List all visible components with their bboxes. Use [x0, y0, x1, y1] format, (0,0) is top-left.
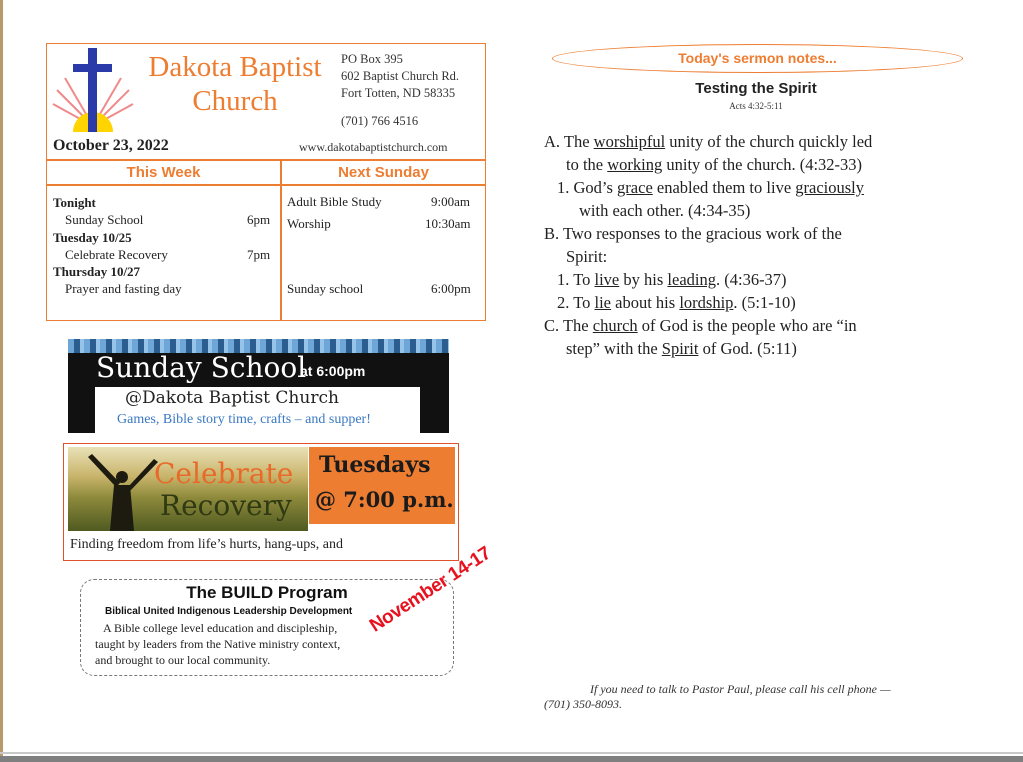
divider	[47, 184, 485, 186]
build-line: A Bible college level education and discipleship,	[103, 621, 338, 635]
sermon-reference: Acts 4:32-5:11	[729, 101, 783, 111]
note-blank: lie	[594, 293, 612, 312]
banner-time: at 6:00pm	[300, 363, 366, 379]
note-text: 1. God’s	[557, 178, 618, 197]
note-blank: lordship	[679, 293, 734, 312]
next-sunday-time: 10:30am	[425, 216, 471, 231]
note-text: 2. To	[557, 293, 595, 312]
note-blank: church	[592, 316, 638, 335]
banner-info-panel	[95, 387, 420, 433]
build-line: and brought to our local community.	[95, 653, 271, 667]
celebrate-recovery-time: @ 7:00 p.m.	[315, 487, 454, 512]
note-text: by his	[619, 270, 668, 289]
next-sunday-item: Sunday school	[287, 281, 364, 296]
page-bottom-edge-light	[0, 752, 1023, 754]
address-line: 602 Baptist Church Rd.	[341, 69, 460, 83]
note-text: . (4:36-37)	[715, 270, 787, 289]
celebrate-word: Celebrate	[154, 457, 294, 490]
build-title: The BUILD Program	[186, 583, 348, 602]
banner-subtitle: Games, Bible story time, crafts – and supper!	[117, 412, 371, 427]
sermon-point-b-cont: Spirit:	[566, 247, 608, 266]
note-blank: worshipful	[593, 132, 666, 151]
banner-title: Sunday School	[96, 351, 307, 384]
church-name-line1: Dakota Baptist	[148, 51, 322, 83]
pastor-contact-line2: (701) 350-8093.	[544, 697, 622, 711]
sermon-point-c	[544, 316, 857, 336]
sermon-point-a	[544, 132, 872, 152]
sermon-notes-header	[552, 44, 963, 73]
sermon-point-b: B. Two responses to the gracious work of the	[544, 224, 842, 243]
sermon-point-a1	[557, 178, 864, 198]
note-text: A. The	[544, 132, 594, 151]
celebrate-recovery-image	[68, 447, 308, 531]
worship-figure-icon	[74, 447, 164, 531]
divider	[47, 159, 485, 161]
next-sunday-item: Adult Bible Study	[287, 194, 382, 209]
note-text: C. The	[544, 316, 593, 335]
schedule-time: 6pm	[247, 212, 271, 227]
thursday-heading: Thursday 10/27	[53, 264, 141, 279]
next-sunday-title: Next Sunday	[338, 164, 429, 181]
note-blank: Spirit	[661, 339, 699, 358]
church-address	[341, 51, 459, 102]
note-blank: live	[594, 270, 620, 289]
schedule-item: Celebrate Recovery	[65, 247, 168, 262]
celebrate-recovery-time-panel	[309, 447, 455, 524]
note-blank: working	[607, 155, 663, 174]
note-blank: grace	[617, 178, 653, 197]
church-name-line2: Church	[192, 85, 278, 117]
schedule-item: Prayer and fasting day	[65, 281, 182, 296]
page-bottom-edge	[0, 756, 1023, 762]
build-date: November 14-17	[366, 542, 495, 637]
sermon-point-b2	[557, 293, 796, 313]
next-sunday-time: 6:00pm	[431, 281, 471, 296]
sunday-school-banner	[68, 339, 449, 433]
celebrate-recovery-box	[63, 443, 459, 561]
church-name	[135, 50, 335, 118]
build-subtitle: Biblical United Indigenous Leadership Development	[105, 606, 353, 617]
sermon-point-a-cont	[566, 155, 862, 175]
sermon-notes-label: Today's sermon notes...	[678, 50, 837, 66]
note-text: step” with the	[566, 339, 662, 358]
church-website: www.dakotabaptistchurch.com	[299, 140, 448, 154]
this-week-title: This Week	[126, 164, 201, 181]
note-blank: leading	[667, 270, 716, 289]
address-line: PO Box 395	[341, 52, 403, 66]
pastor-contact-line1: If you need to talk to Pastor Paul, please call his cell phone —	[590, 682, 891, 696]
build-line: taught by leaders from the Native ministry context,	[95, 637, 341, 651]
note-text: enabled them to live	[652, 178, 796, 197]
recovery-word: Recovery	[160, 489, 292, 522]
tuesday-heading: Tuesday 10/25	[53, 230, 132, 245]
note-text: . (5:1-10)	[733, 293, 796, 312]
celebrate-recovery-day: Tuesdays	[319, 452, 431, 478]
note-text: about his	[611, 293, 680, 312]
next-sunday-time: 9:00am	[431, 194, 470, 209]
address-line: Fort Totten, ND 58335	[341, 86, 456, 100]
header-box	[46, 43, 486, 321]
schedule-time: 7pm	[247, 247, 271, 262]
celebrate-recovery-caption: Finding freedom from life’s hurts, hang-ups, and	[70, 537, 343, 552]
schedule-item: Sunday School	[65, 212, 144, 227]
sermon-title: Testing the Spirit	[695, 80, 817, 97]
sermon-point-a1-cont: with each other. (4:34-35)	[579, 201, 751, 220]
note-text: unity of the church quickly led	[665, 132, 873, 151]
sermon-point-c-cont	[566, 339, 797, 359]
note-text: 1. To	[557, 270, 595, 289]
note-text: to the	[566, 155, 608, 174]
note-text: unity of the church. (4:32-33)	[662, 155, 863, 174]
cross-sunrise-icon	[51, 46, 135, 138]
divider	[280, 159, 282, 320]
note-text: of God. (5:11)	[698, 339, 797, 358]
note-blank: graciously	[795, 178, 864, 197]
page-left-edge	[0, 0, 3, 762]
bulletin-date: October 23, 2022	[53, 137, 169, 154]
note-text: of God is the people who are “in	[637, 316, 857, 335]
church-phone: (701) 766 4516	[341, 114, 419, 128]
banner-location: @Dakota Baptist Church	[125, 388, 339, 408]
next-sunday-item: Worship	[287, 216, 331, 231]
tonight-heading: Tonight	[53, 195, 96, 210]
sermon-point-b1	[557, 270, 787, 290]
